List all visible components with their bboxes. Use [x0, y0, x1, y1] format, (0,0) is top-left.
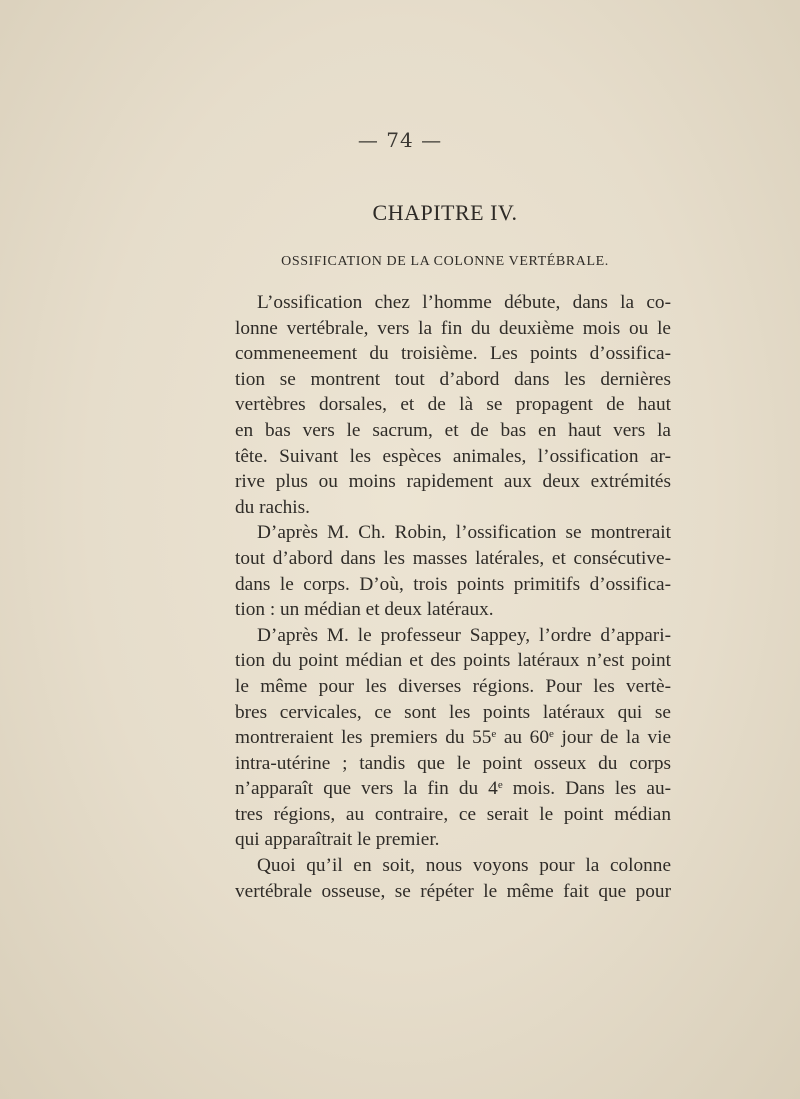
text-line: vertébrale osseuse, se répéter le même fait que pour [235, 880, 671, 902]
chapter-title: CHAPITRE IV. [372, 200, 518, 225]
text-line: intra-utérine ; tandis que le point osseux du corps [235, 752, 671, 774]
text-line-with-superscripts [235, 725, 671, 751]
text-line: Quoi qu’il en soit, nous voyons pour la colonne [257, 855, 671, 877]
text-line: du rachis. [235, 496, 310, 518]
section-heading: OSSIFICATION DE LA COLONNE VERTÉBRALE. [281, 254, 609, 269]
text-line: vertèbres dorsales, et de là se propagent de haut [235, 394, 671, 416]
text-line: le même pour les diverses régions. Pour les vertè- [235, 675, 671, 697]
text-line: en bas vers le sacrum, et de bas en haut vers la [235, 419, 671, 441]
text-line: commeneement du troisième. Les points d’ossifica- [235, 343, 671, 365]
text-line: dans le corps. D’où, trois points primitifs d’ossifica- [235, 573, 671, 595]
text-line: L’ossification chez l’homme débute, dans la co- [257, 292, 671, 313]
superscript: e [491, 728, 497, 741]
paragraph-3 [235, 623, 671, 853]
paragraph-2 [235, 520, 671, 622]
text-line: tout d’abord dans les masses latérales, et consécutive- [235, 547, 671, 569]
superscript: e [497, 779, 503, 792]
text-segment: montreraient les premiers du 55 [235, 727, 492, 749]
superscript: e [548, 728, 554, 741]
text-line: bres cervicales, ce sont les points latéraux qui se [235, 701, 671, 723]
text-line: D’après M. Ch. Robin, l’ossification se montrerait [257, 522, 671, 544]
text-line: D’après M. le professeur Sappey, l’ordre d’appari- [257, 624, 671, 646]
page-number: — 74 — [357, 128, 443, 152]
text-line-with-superscript [235, 776, 671, 802]
text-line: tion : un médian et deux latéraux. [235, 599, 494, 621]
text-line: tres régions, au contraire, ce serait le point médian [235, 803, 671, 825]
text-line: lonne vertébrale, vers la fin du deuxième mois ou le [235, 317, 671, 339]
text-segment: au 60 [496, 727, 549, 749]
text-segment: mois. Dans les au- [502, 778, 672, 800]
paragraph-1 [235, 290, 671, 520]
body-text [235, 290, 671, 904]
text-line: tion se montrent tout d’abord dans les dernières [235, 368, 671, 390]
text-line: tête. Suivant les espèces animales, l’ossification ar- [235, 445, 671, 467]
text-line: rive plus ou moins rapidement aux deux extrémités [235, 471, 671, 493]
text-segment: jour de la vie [553, 727, 672, 749]
text-segment: n’apparaît que vers la fin du 4 [235, 778, 498, 800]
text-line: tion du point médian et des points latéraux n’est point [235, 650, 671, 672]
paragraph-4 [235, 853, 671, 904]
text-line: qui apparaîtrait le premier. [235, 829, 440, 851]
